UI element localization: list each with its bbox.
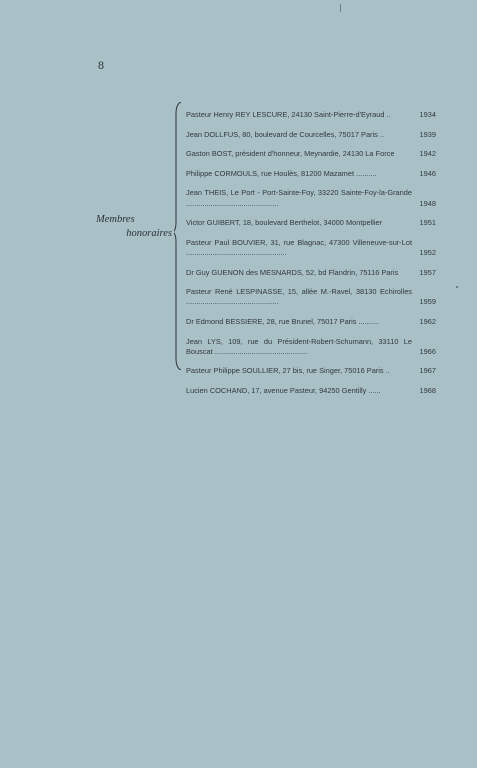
member-text: Dr Guy GUENON des MESNARDS, 52, bd Flandrin, 75116 Paris: [186, 267, 399, 277]
page-number: 8: [98, 58, 104, 72]
member-year: 1939: [419, 129, 436, 139]
member-year: 1952: [419, 247, 436, 257]
member-entry: [186, 169, 436, 179]
section-label-line1: Membres: [96, 214, 135, 225]
member-text: Pasteur René LESPINASSE, 15, allée M.-Ravel, 38130 Echirolles .............................................: [186, 287, 412, 307]
member-text: Jean LYS, 109, rue du Président-Robert-Schumann, 33110 Le Bouscat .............................................: [186, 336, 412, 356]
curly-brace: [174, 102, 182, 370]
member-text: Gaston BOST, président d'honneur, Meynardie, 24130 La Force: [186, 149, 395, 159]
member-entry: [186, 218, 436, 228]
member-entry: [186, 386, 436, 396]
member-year: 1946: [419, 168, 436, 178]
member-year: 1957: [419, 267, 436, 277]
member-year: 1948: [419, 198, 436, 208]
member-entry: [186, 268, 436, 278]
member-text: Pasteur Philippe SOULLIER, 27 bis, rue Singer, 75016 Paris ..: [186, 366, 390, 376]
member-entry: [186, 149, 436, 159]
member-text: Pasteur Henry REY LESCURE, 24130 Saint-Pierre-d'Eyraud ..: [186, 110, 391, 119]
member-text: Jean THEIS, Le Port - Port-Sainte-Foy, 33220 Sainte-Foy-la-Grande .............................................: [186, 188, 412, 208]
member-year: 1951: [419, 218, 436, 228]
member-year: 1942: [419, 149, 436, 159]
member-entry: [186, 130, 436, 140]
member-entry: [186, 188, 436, 208]
section-label-line2: honoraires: [126, 228, 172, 239]
member-entry: [186, 337, 436, 357]
section-label: [96, 213, 176, 241]
member-entry: [186, 238, 436, 258]
member-text: Jean DOLLFUS, 80, boulevard de Courcelles, 75017 Paris ..: [186, 129, 385, 139]
member-text: Victor GUIBERT, 18, boulevard Berthelot, 34000 Montpellier: [186, 218, 383, 228]
member-year: 1934: [419, 110, 436, 119]
member-text: Lucien COCHAND, 17, avenue Pasteur, 94250 Gentilly ......: [186, 385, 381, 395]
member-entry: [186, 366, 436, 376]
scan-mark: [340, 4, 341, 12]
member-text: Philippe CORMOULS, rue Houlès, 81200 Mazamet ..........: [186, 168, 377, 178]
member-year: 1967: [419, 366, 436, 376]
member-year: 1966: [419, 346, 436, 356]
scan-mark: [456, 286, 458, 288]
member-year: 1968: [419, 385, 436, 395]
member-text: Pasteur Paul BOUVIER, 31, rue Blagnac, 47300 Villeneuve-sur-Lot .................................................: [186, 237, 412, 257]
member-year: 1962: [419, 316, 436, 326]
member-entry: [186, 317, 436, 327]
member-text: Dr Edmond BESSIERE, 28, rue Brunel, 75017 Paris ..........: [186, 316, 380, 326]
member-entry: [186, 110, 436, 120]
members-list: [186, 110, 436, 406]
member-entry: [186, 287, 436, 307]
member-year: 1959: [419, 297, 436, 307]
